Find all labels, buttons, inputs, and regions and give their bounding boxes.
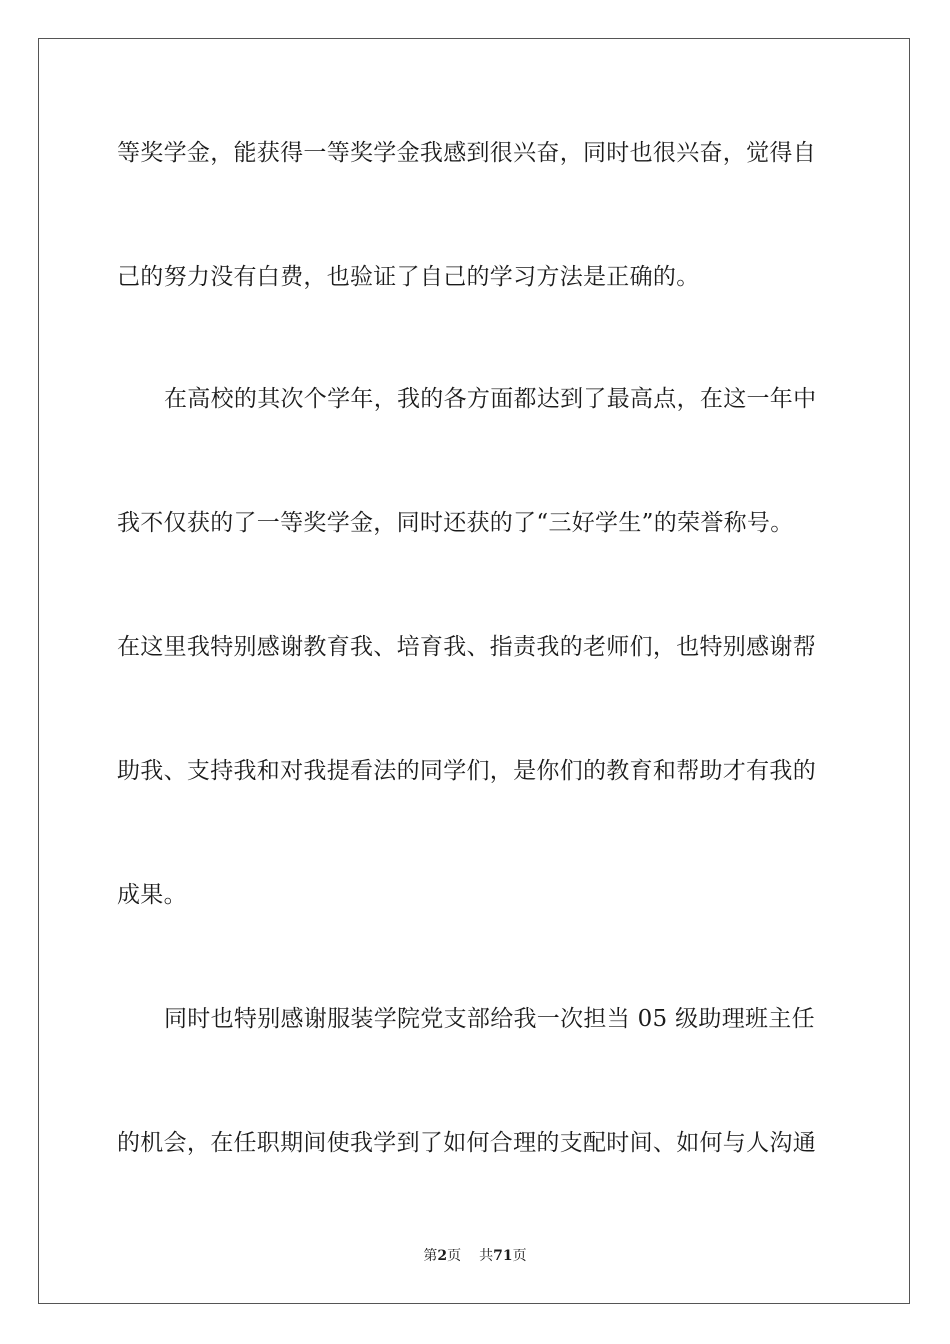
paragraph-line-3: 在高校的其次个学年，我的各方面都达到了最高点，在这一年中	[164, 386, 817, 412]
footer-page-suffix: 页	[447, 1248, 462, 1264]
paragraph-line-9: 的机会，在任职期间使我学到了如何合理的支配时间、如何与人沟通	[117, 1130, 816, 1156]
paragraph-line-7: 成果。	[117, 882, 187, 908]
footer-total-pages: 71	[493, 1248, 513, 1264]
footer-page-number: 2	[437, 1248, 448, 1264]
paragraph-line-6: 助我、支持我和对我提看法的同学们，是你们的教育和帮助才有我的	[117, 758, 816, 784]
footer-total-prefix: 共	[479, 1248, 494, 1264]
paragraph-line-4: 我不仅获的了一等奖学金，同时还获的了“三好学生”的荣誉称号。	[117, 510, 794, 536]
paragraph-line-5: 在这里我特别感谢教育我、培育我、指责我的老师们，也特别感谢帮	[117, 634, 816, 660]
paragraph-line-2: 己的努力没有白费，也验证了自己的学习方法是正确的。	[117, 264, 700, 290]
page-border	[38, 38, 910, 1304]
footer-total-suffix: 页	[512, 1248, 527, 1264]
paragraph-line-1: 等奖学金，能获得一等奖学金我感到很兴奋，同时也很兴奋，觉得自	[117, 140, 816, 166]
paragraph-line-8: 同时也特别感谢服装学院党支部给我一次担当 05 级助理班主任	[164, 1006, 815, 1032]
page-footer	[0, 1246, 950, 1266]
footer-page-prefix: 第	[423, 1248, 438, 1264]
